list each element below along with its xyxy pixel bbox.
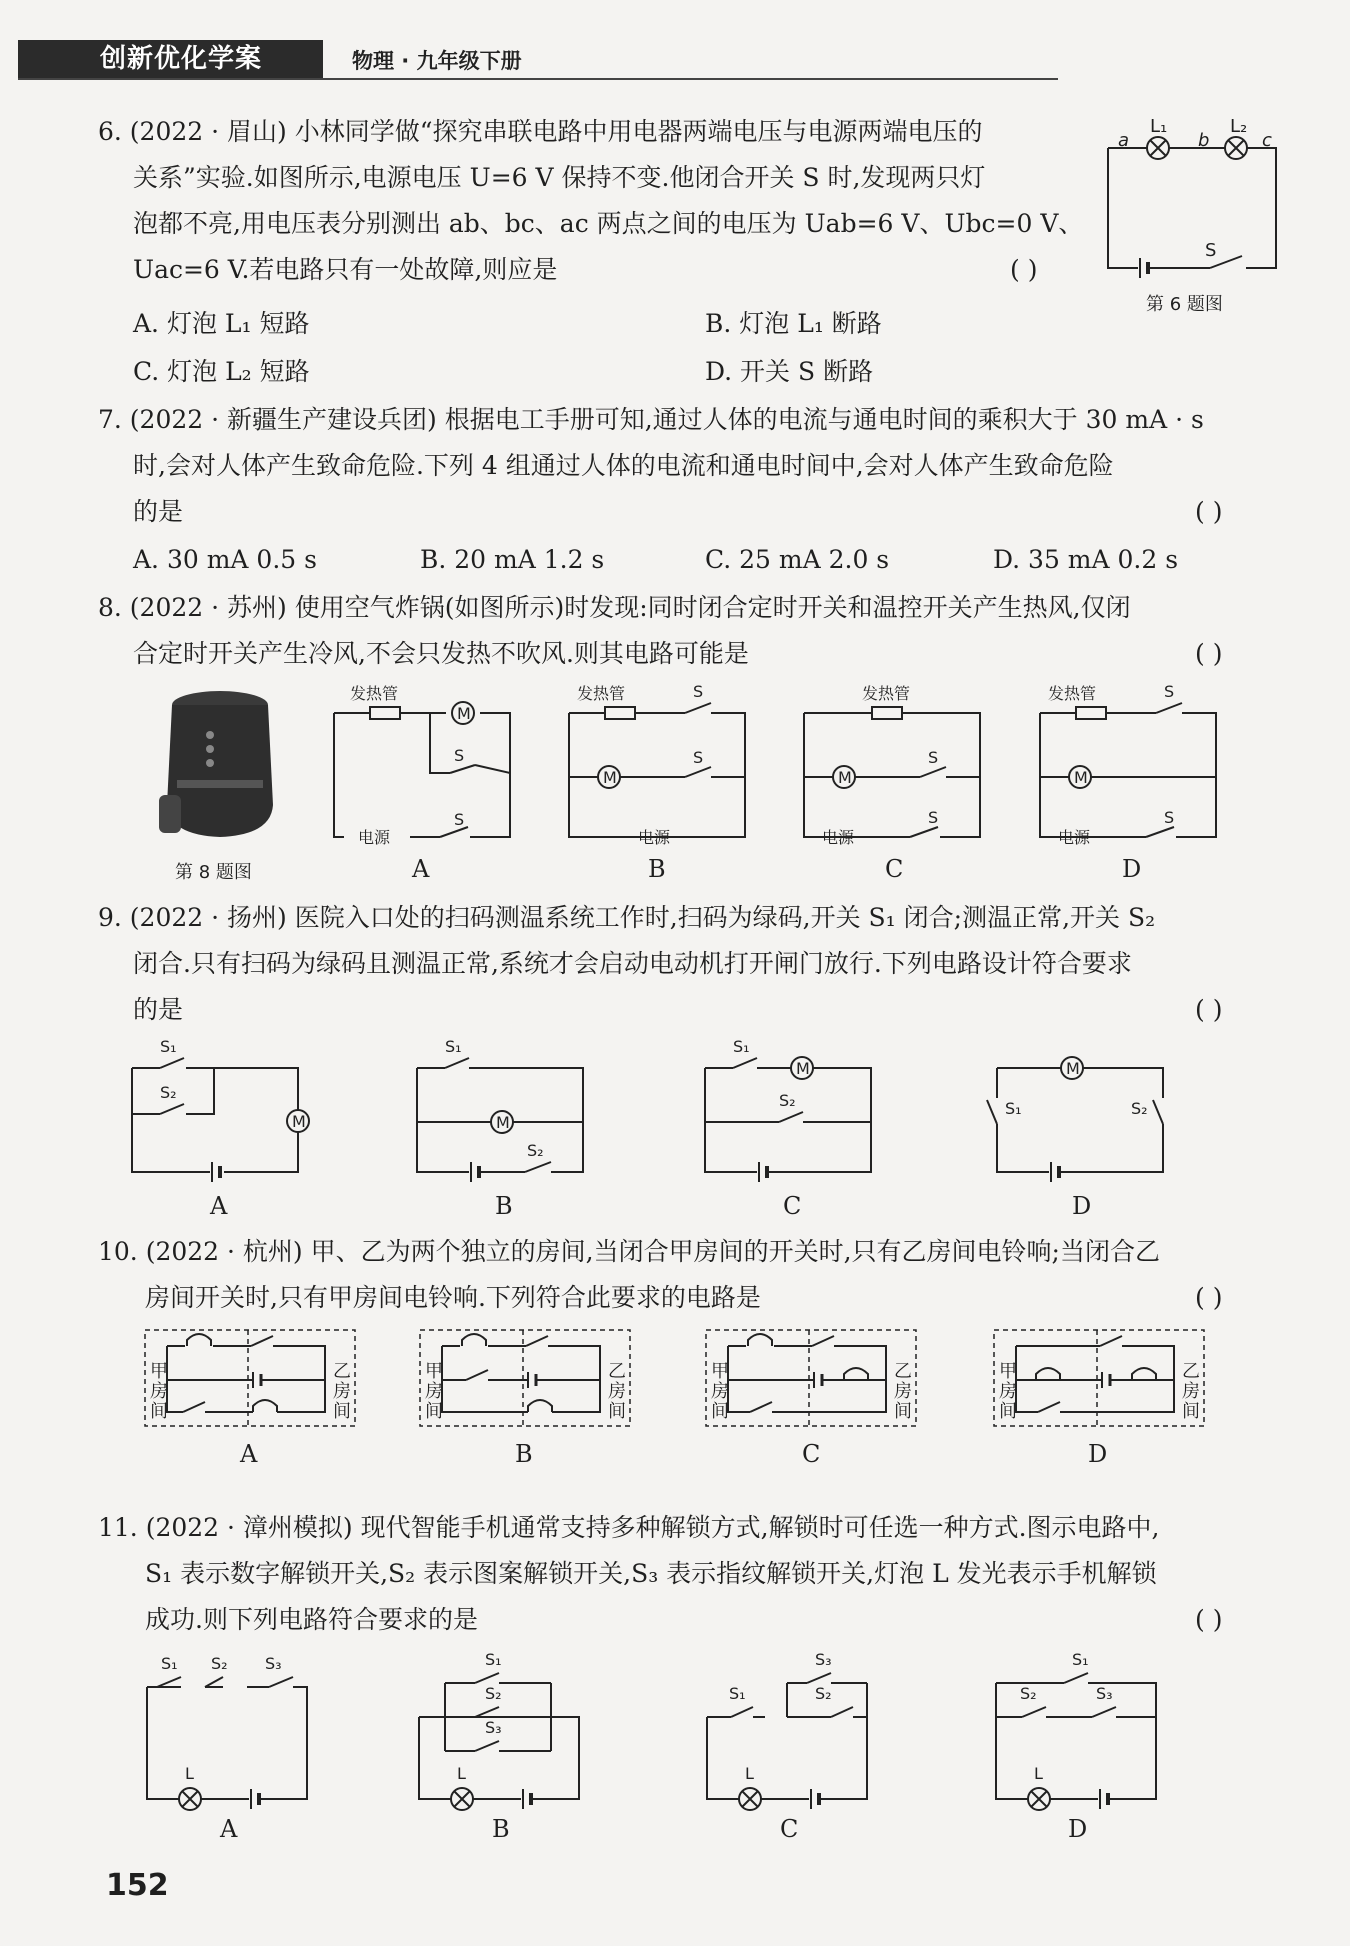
- svg-text:S₁: S₁: [729, 1684, 746, 1703]
- q6-point-c: c: [1262, 130, 1272, 151]
- svg-text:S₁: S₁: [160, 1037, 177, 1056]
- q10-label-a: A: [240, 1440, 258, 1468]
- q10-label-c: C: [802, 1440, 821, 1468]
- svg-text:S: S: [693, 748, 704, 767]
- q7-option-c: C. 25 mA 2.0 s: [705, 545, 890, 574]
- svg-text:发热管: 发热管: [1048, 684, 1097, 703]
- q10-circuit-a: [143, 1328, 358, 1428]
- svg-text:S₁: S₁: [485, 1650, 502, 1669]
- svg-text:S₂: S₂: [485, 1684, 502, 1703]
- svg-text:S: S: [454, 746, 465, 765]
- svg-text:S₂: S₂: [160, 1083, 177, 1102]
- svg-text:S₁: S₁: [733, 1037, 750, 1056]
- q10-line-1: 10. (2022 · 杭州) 甲、乙为两个独立的房间,当闭合甲房间的开关时,只有乙房间电铃响;当闭合乙: [98, 1237, 1160, 1266]
- q7-answer-paren: ( ): [1195, 497, 1223, 526]
- svg-text:S: S: [928, 808, 939, 827]
- q10b-room-jia: 甲房间: [425, 1361, 443, 1422]
- brand-title: 创新优化学案: [100, 44, 263, 74]
- q11-label-d: D: [1068, 1815, 1088, 1843]
- q10c-room-jia: 甲房间: [711, 1361, 729, 1422]
- q7-line-3: 的是: [133, 497, 184, 526]
- q9-circuit-a: [130, 1037, 310, 1180]
- q6-lamp2-label: L₂: [1230, 116, 1248, 137]
- q9-label-d: D: [1072, 1192, 1092, 1220]
- subject-title: 物理 · 九年级下册: [352, 49, 522, 73]
- q11-circuit-d: [992, 1650, 1167, 1805]
- svg-text:S: S: [1164, 682, 1175, 701]
- q10-label-d: D: [1088, 1440, 1108, 1468]
- svg-text:S₃: S₃: [1096, 1684, 1113, 1703]
- svg-text:L: L: [185, 1764, 194, 1783]
- q11-circuit-a: [143, 1655, 318, 1805]
- q8-circuit-d: [1036, 682, 1226, 847]
- q6-option-c: C. 灯泡 L₂ 短路: [133, 357, 310, 386]
- q6-lamp1-label: L₁: [1150, 116, 1168, 137]
- svg-text:S₃: S₃: [265, 1654, 282, 1673]
- svg-text:L: L: [457, 1764, 466, 1783]
- q7-option-b: B. 20 mA 1.2 s: [420, 545, 605, 574]
- svg-text:S₂: S₂: [1131, 1099, 1148, 1118]
- q6-line-3: 泡都不亮,用电压表分别测出 ab、bc、ac 两点之间的电压为 Uab=6 V、Ubc=0 V、: [133, 209, 1084, 238]
- q6-option-d: D. 开关 S 断路: [705, 357, 874, 386]
- svg-text:M: M: [838, 768, 852, 787]
- svg-text:S₃: S₃: [485, 1718, 502, 1737]
- q9-line-2: 闭合.只有扫码为绿码且测温正常,系统才会启动电动机打开闸门放行.下列电路设计符合要求: [133, 949, 1132, 978]
- svg-text:S₁: S₁: [445, 1037, 462, 1056]
- q10-circuit-d: [992, 1328, 1207, 1428]
- svg-text:电源: 电源: [1058, 828, 1091, 847]
- q6-point-b: b: [1198, 130, 1210, 151]
- q11-label-c: C: [780, 1815, 799, 1843]
- q7-line-1: 7. (2022 · 新疆生产建设兵团) 根据电工手册可知,通过人体的电流与通电时间的乘积大于 30 mA · s: [98, 405, 1204, 434]
- q9-circuit-b: [415, 1037, 595, 1180]
- q6-point-a: a: [1118, 130, 1130, 151]
- q8-line-1: 8. (2022 · 苏州) 使用空气炸锅(如图所示)时发现:同时闭合定时开关和温控开关产生热风,仅闭: [98, 593, 1131, 622]
- q10a-room-jia: 甲房间: [150, 1361, 168, 1422]
- q9-answer-paren: ( ): [1195, 995, 1223, 1024]
- q8-label-a: A: [412, 855, 430, 883]
- svg-text:S₁: S₁: [161, 1654, 178, 1673]
- q10b-room-yi: 乙房间: [608, 1361, 626, 1422]
- q11-label-a: A: [220, 1815, 238, 1843]
- svg-text:S₁: S₁: [1072, 1650, 1089, 1669]
- svg-text:S: S: [1164, 808, 1175, 827]
- q8-circuit-a: [330, 685, 520, 845]
- page-number: 152: [106, 1868, 169, 1903]
- svg-text:L: L: [745, 1764, 754, 1783]
- q11-line-3: 成功.则下列电路符合要求的是: [145, 1605, 478, 1634]
- air-fryer-image: [155, 685, 285, 850]
- q8-figure-caption: 第 8 题图: [175, 862, 252, 883]
- q6-line-2: 关系”实验.如图所示,电源电压 U=6 V 保持不变.他闭合开关 S 时,发现两只灯: [133, 163, 986, 192]
- q7-line-2: 时,会对人体产生致命危险.下列 4 组通过人体的电流和通电时间中,会对人体产生致命危险: [133, 451, 1114, 480]
- svg-text:M: M: [496, 1113, 510, 1132]
- svg-text:S: S: [693, 682, 704, 701]
- q10-label-b: B: [515, 1440, 533, 1468]
- svg-text:M: M: [1074, 768, 1088, 787]
- svg-text:S₂: S₂: [211, 1654, 228, 1673]
- q9-line-3: 的是: [133, 995, 184, 1024]
- svg-text:M: M: [796, 1059, 810, 1078]
- q11-line-2: S₁ 表示数字解锁开关,S₂ 表示图案解锁开关,S₃ 表示指纹解锁开关,灯泡 L 发光表示手机解锁: [145, 1559, 1157, 1588]
- q9-label-b: B: [495, 1192, 513, 1220]
- q10-circuit-b: [418, 1328, 633, 1428]
- q9-label-a: A: [210, 1192, 228, 1220]
- svg-text:S₁: S₁: [1005, 1099, 1022, 1118]
- q8-label-c: C: [885, 855, 904, 883]
- svg-text:S₂: S₂: [527, 1141, 544, 1160]
- svg-text:电源: 电源: [638, 828, 671, 847]
- q9-line-1: 9. (2022 · 扬州) 医院入口处的扫码测温系统工作时,扫码为绿码,开关 S₁ 闭合;测温正常,开关 S₂: [98, 903, 1156, 932]
- svg-text:发热管: 发热管: [862, 684, 911, 703]
- q10-line-2: 房间开关时,只有甲房间电铃响.下列符合此要求的电路是: [145, 1283, 761, 1312]
- q6-option-b: B. 灯泡 L₁ 断路: [705, 309, 882, 338]
- q6-switch-label: S: [1205, 240, 1217, 261]
- q6-figure-caption: 第 6 题图: [1146, 294, 1223, 315]
- q11-answer-paren: ( ): [1195, 1605, 1223, 1634]
- q9-circuit-d: [995, 1040, 1175, 1180]
- svg-text:电源: 电源: [358, 828, 391, 847]
- q10-circuit-c: [704, 1328, 919, 1428]
- svg-text:M: M: [603, 768, 617, 787]
- svg-text:M: M: [457, 704, 471, 723]
- q11-label-b: B: [492, 1815, 510, 1843]
- svg-text:S₂: S₂: [779, 1091, 796, 1110]
- svg-text:S: S: [454, 810, 465, 829]
- svg-text:发热管: 发热管: [577, 684, 626, 703]
- q9-label-c: C: [783, 1192, 802, 1220]
- q9-circuit-c: [703, 1037, 883, 1180]
- svg-text:M: M: [292, 1112, 306, 1131]
- q8-circuit-b: [565, 682, 755, 847]
- q8-label-d: D: [1122, 855, 1142, 883]
- q10d-room-yi: 乙房间: [1182, 1361, 1200, 1422]
- svg-text:M: M: [1066, 1059, 1080, 1078]
- svg-text:L: L: [1034, 1764, 1043, 1783]
- q8-answer-paren: ( ): [1195, 639, 1223, 668]
- q6-option-a: A. 灯泡 L₁ 短路: [133, 309, 310, 338]
- q7-option-d: D. 35 mA 0.2 s: [993, 545, 1179, 574]
- svg-text:S₂: S₂: [1020, 1684, 1037, 1703]
- q11-circuit-c: [703, 1650, 878, 1805]
- svg-text:发热管: 发热管: [350, 684, 399, 703]
- q6-line-4: Uac=6 V.若电路只有一处故障,则应是: [133, 255, 558, 284]
- q8-label-b: B: [648, 855, 666, 883]
- q10-answer-paren: ( ): [1195, 1283, 1223, 1312]
- header-rule: [18, 78, 1058, 80]
- q8-circuit-c: [800, 685, 990, 845]
- svg-text:S: S: [928, 748, 939, 767]
- q10c-room-yi: 乙房间: [894, 1361, 912, 1422]
- q11-circuit-b: [415, 1650, 590, 1805]
- q6-answer-paren: ( ): [1010, 255, 1038, 284]
- svg-text:S₃: S₃: [815, 1650, 832, 1669]
- q7-option-a: A. 30 mA 0.5 s: [133, 545, 317, 574]
- q10d-room-jia: 甲房间: [999, 1361, 1017, 1422]
- svg-text:S₂: S₂: [815, 1684, 832, 1703]
- q11-line-1: 11. (2022 · 漳州模拟) 现代智能手机通常支持多种解锁方式,解锁时可任选一种方式.图示电路中,: [98, 1513, 1160, 1542]
- q8-line-2: 合定时开关产生冷风,不会只发热不吹风.则其电路可能是: [133, 639, 749, 668]
- q6-line-1: 6. (2022 · 眉山) 小林同学做“探究串联电路中用电器两端电压与电源两端电压的: [98, 117, 983, 146]
- svg-text:电源: 电源: [822, 828, 855, 847]
- q10a-room-yi: 乙房间: [333, 1361, 351, 1422]
